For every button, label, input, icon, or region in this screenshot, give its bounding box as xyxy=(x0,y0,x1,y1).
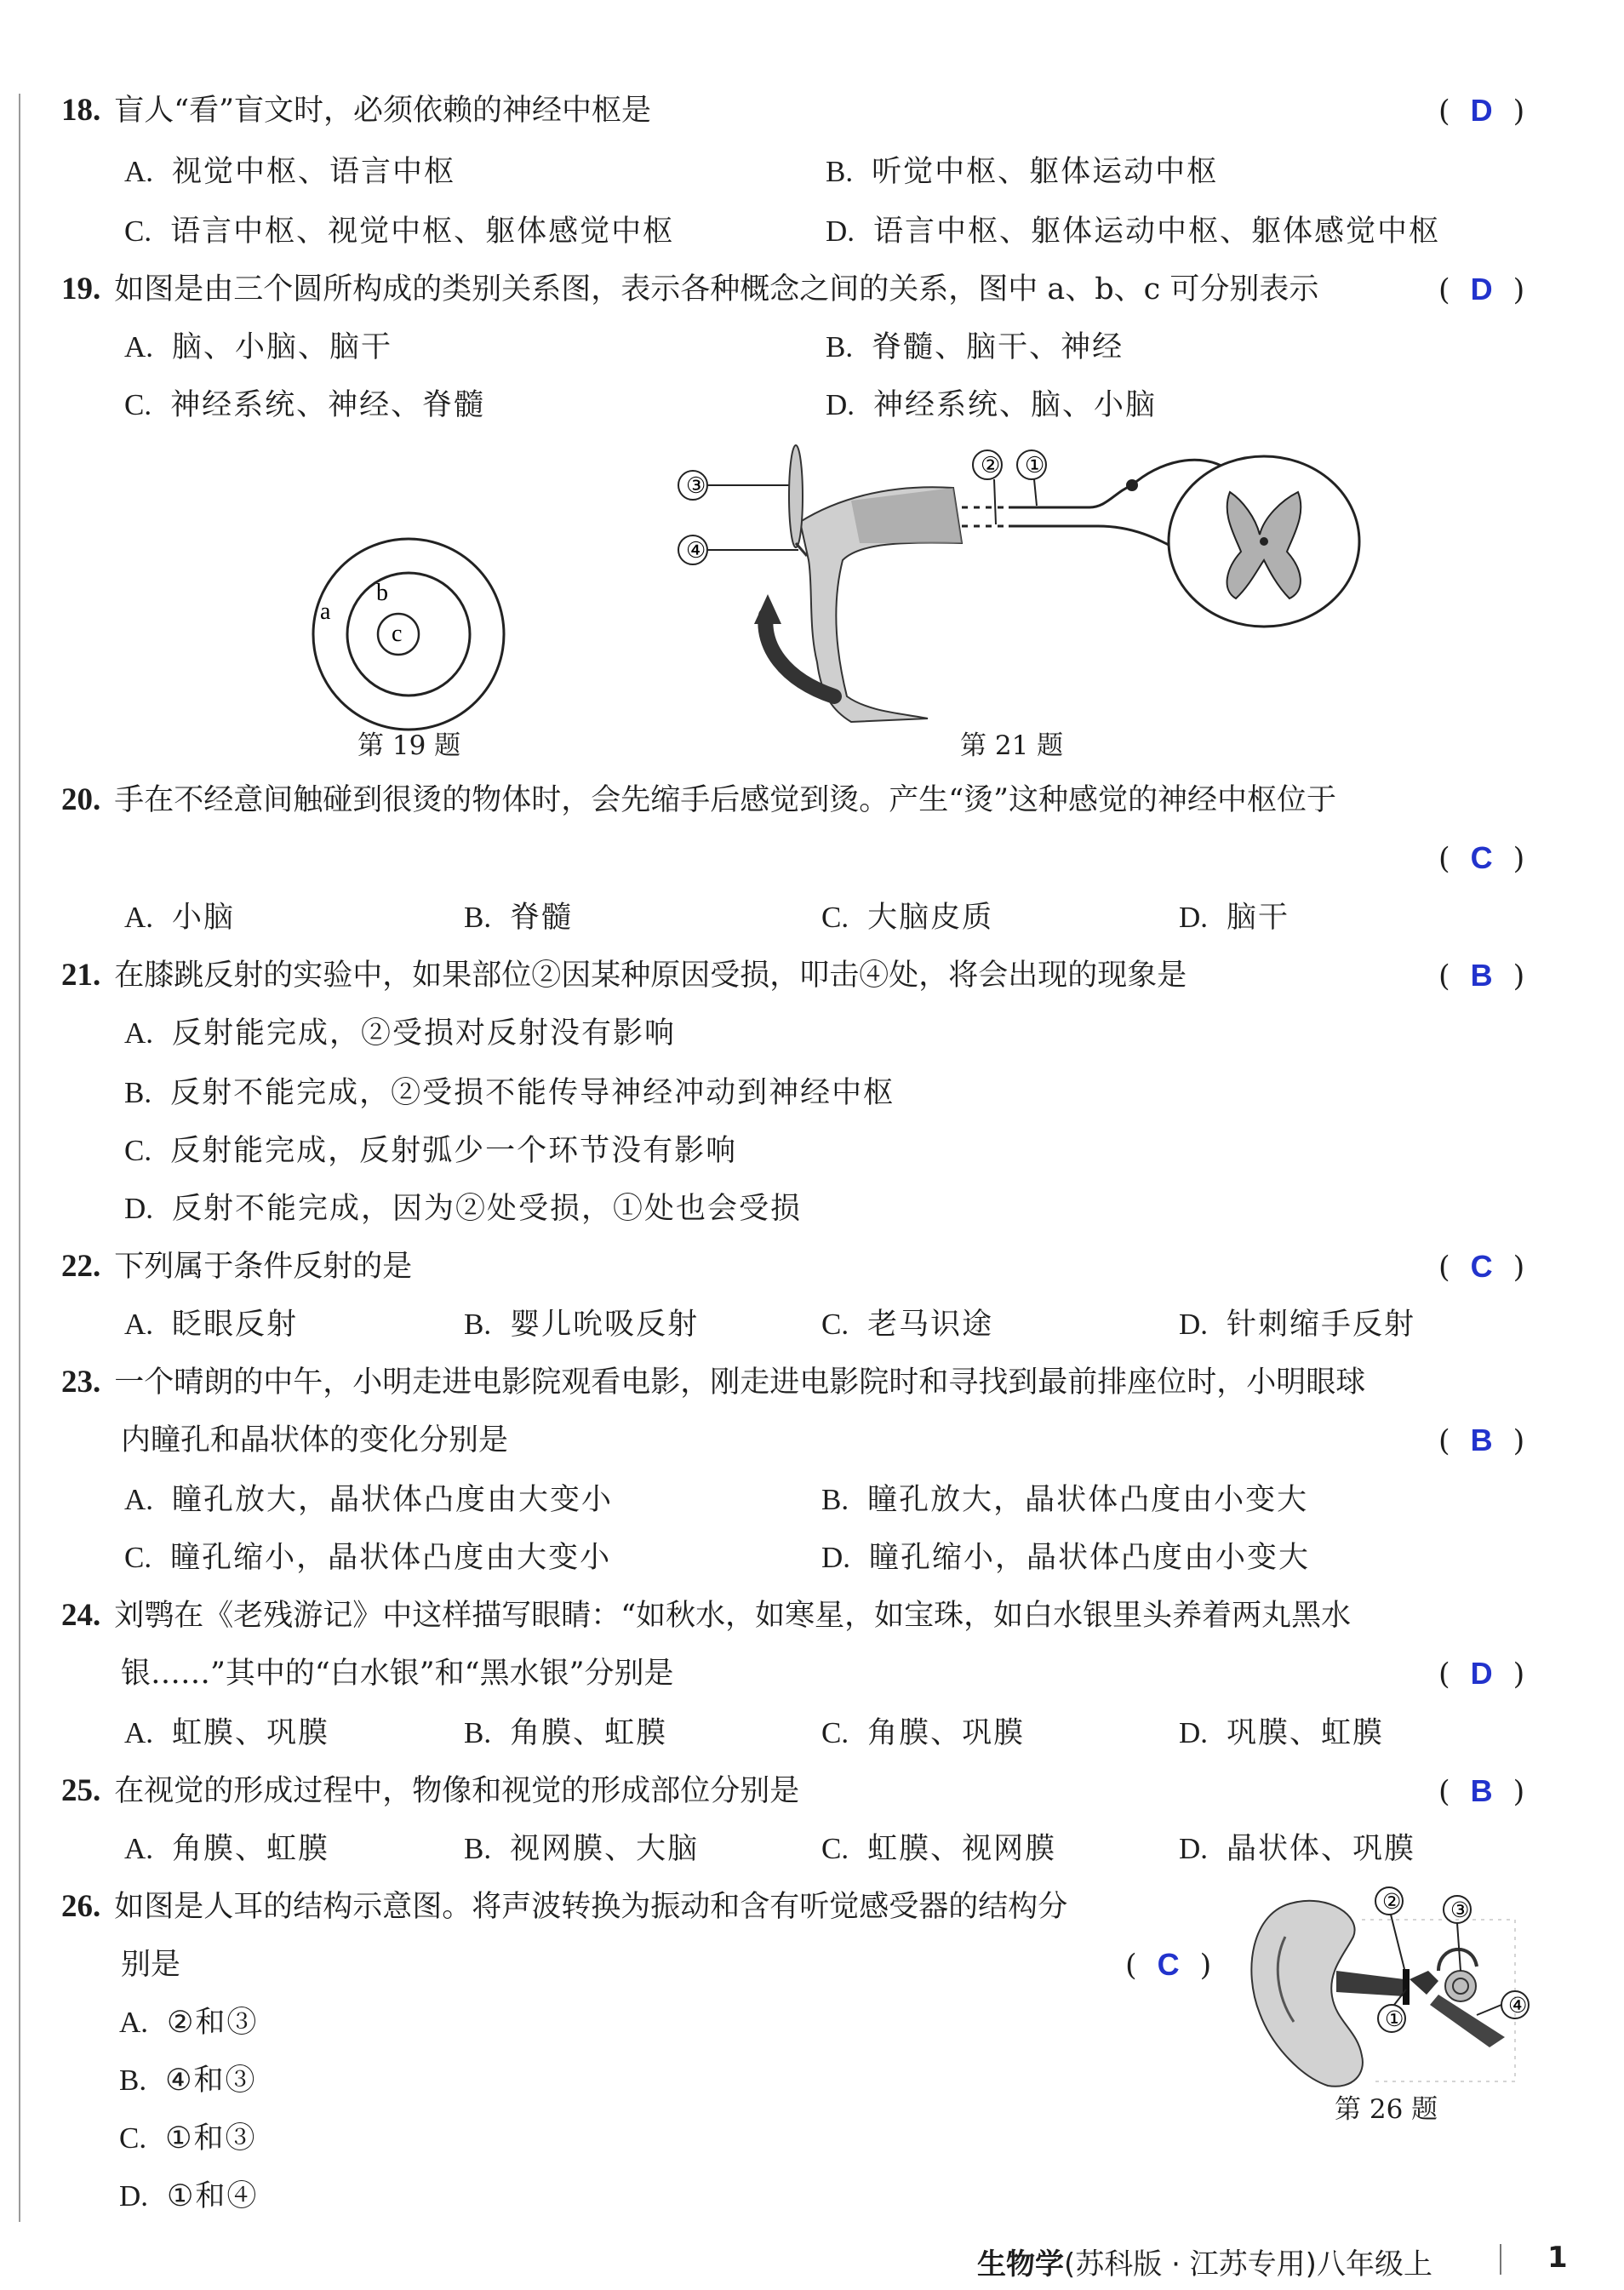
q26-option-c: C. ①和③ xyxy=(119,2121,257,2155)
fig21-label-3: ③ xyxy=(686,473,706,498)
q23-stem-line2: 内瞳孔和晶状体的变化分别是 xyxy=(121,1423,509,1457)
page-number: 1 xyxy=(1547,2241,1568,2275)
q23-answer-bracket: ( B ) xyxy=(1438,1423,1525,1458)
fig26-label-2: ② xyxy=(1382,1891,1402,1914)
q23-option-c: C. 瞳孔缩小，晶状体凸度由大变小 xyxy=(124,1541,612,1575)
q19-option-b: B. 脊髓、脑干、神经 xyxy=(826,330,1124,364)
question-24: 24. 刘鹗在《老残游记》中这样描写眼睛：“如秋水，如寒星，如宝珠，如白水银里头养着两丸黑水 xyxy=(61,1598,1352,1633)
q19-stem: 如图是由三个圆所构成的类别关系图，表示各种概念之间的关系，图中 a、b、c 可分别表示 xyxy=(114,272,1319,306)
q20-option-a: A. 小脑 xyxy=(124,901,236,935)
question-21: 21. 在膝跳反射的实验中，如果部位②因某种原因受损，叩击④处，将会出现的现象是 xyxy=(61,958,1187,993)
q23-option-a: A. 瞳孔放大，晶状体凸度由大变小 xyxy=(124,1483,614,1517)
ear-illustration xyxy=(1251,1901,1515,2087)
q22-option-b: B. 婴儿吮吸反射 xyxy=(464,1308,700,1342)
q24-option-a: A. 虹膜、巩膜 xyxy=(124,1716,330,1750)
fig26-label-4: ④ xyxy=(1508,1995,1528,2018)
label-a: a xyxy=(320,598,331,625)
cochlea xyxy=(1445,1971,1476,2001)
figure-19-concentric-circles xyxy=(306,532,511,736)
q18-answer: D xyxy=(1470,93,1493,128)
q20-answer-bracket: ( C ) xyxy=(1438,840,1525,876)
q25-answer-bracket: ( B ) xyxy=(1438,1773,1525,1809)
q21-answer-bracket: ( B ) xyxy=(1438,958,1525,993)
q22-stem: 下列属于条件反射的是 xyxy=(114,1250,413,1284)
fig26-label-3: ③ xyxy=(1450,1899,1470,1922)
q26-option-b: B. ④和③ xyxy=(119,2064,257,2098)
figure-21-caption: 第 21 题 xyxy=(960,730,1064,761)
q19-answer-bracket: ( D ) xyxy=(1438,272,1525,307)
q21-answer: B xyxy=(1470,958,1493,993)
question-25: 25. 在视觉的形成过程中，物像和视觉的形成部位分别是 xyxy=(61,1773,800,1808)
q21-option-d: D. 反射不能完成，因为②处受损，①处也会受损 xyxy=(124,1192,803,1226)
eustachian-tube xyxy=(1430,1995,1505,2047)
q19-option-a: A. 脑、小脑、脑干 xyxy=(124,330,393,364)
q24-stem-line2: 银……”其中的“白水银”和“黑水银”分别是 xyxy=(121,1657,674,1691)
fig21-label-1: ① xyxy=(1025,453,1045,478)
q23-answer: B xyxy=(1470,1423,1493,1457)
q25-option-c: C. 虹膜、视网膜 xyxy=(821,1832,1057,1866)
q22-option-a: A. 眨眼反射 xyxy=(124,1308,299,1342)
q26-stem-line1: 如图是人耳的结构示意图。将声波转换为振动和含有听觉感受器的结构分 xyxy=(114,1890,1068,1924)
q26-option-d: D. ①和④ xyxy=(119,2179,259,2213)
q22-option-d: D. 针刺缩手反射 xyxy=(1179,1308,1416,1342)
outer-ear xyxy=(1251,1901,1363,2087)
ear-canal xyxy=(1336,1971,1404,1996)
q22-option-c: C. 老马识途 xyxy=(821,1308,994,1342)
spinal-cord-section xyxy=(1169,456,1359,627)
q26-answer: C xyxy=(1157,1947,1180,1982)
q18-option-c: C. 语言中枢、视觉中枢、躯体感觉中枢 xyxy=(124,215,675,249)
footer-divider xyxy=(1500,2244,1501,2275)
q22-answer-bracket: ( C ) xyxy=(1438,1249,1525,1285)
figure-26-ear-diagram xyxy=(1234,1886,1549,2098)
question-26: 26. 如图是人耳的结构示意图。将声波转换为振动和含有听觉感受器的结构分 xyxy=(61,1889,1068,1924)
q25-answer: B xyxy=(1470,1773,1493,1808)
question-22: 22. 下列属于条件反射的是 xyxy=(61,1249,413,1284)
q18-option-b: B. 听觉中枢、躯体运动中枢 xyxy=(826,155,1219,189)
q20-option-c: C. 大脑皮质 xyxy=(821,901,994,935)
q20-answer: C xyxy=(1470,840,1493,875)
label-b: b xyxy=(376,580,388,606)
question-23: 23. 一个晴朗的中午，小明走进电影院观看电影，刚走进电影院时和寻找到最前排座位时，小明眼球 xyxy=(61,1365,1366,1400)
q19-answer: D xyxy=(1470,272,1493,306)
footer-book-title: 生物学(苏科版 · 江苏专用)八年级上 xyxy=(977,2247,1432,2281)
question-19: 19. 如图是由三个圆所构成的类别关系图，表示各种概念之间的关系，图中 a、b、c 可分别表示 xyxy=(61,272,1319,306)
fig26-label-1: ① xyxy=(1385,2008,1404,2031)
q24-option-d: D. 巩膜、虹膜 xyxy=(1179,1716,1385,1750)
fig21-label-4: ④ xyxy=(686,538,706,563)
ossicles xyxy=(1410,1971,1438,1995)
q21-option-b: B. 反射不能完成，②受损不能传导神经冲动到神经中枢 xyxy=(124,1076,895,1110)
q23-stem-line1: 一个晴朗的中午，小明走进电影院观看电影，刚走进电影院时和寻找到最前排座位时，小明眼球 xyxy=(114,1365,1366,1400)
q21-stem: 在膝跳反射的实验中，如果部位②因某种原因受损，叩击④处，将会出现的现象是 xyxy=(114,959,1187,993)
margin-rule xyxy=(19,94,20,2222)
q24-answer-bracket: ( D ) xyxy=(1438,1656,1525,1692)
q23-option-d: D. 瞳孔缩小，晶状体凸度由小变大 xyxy=(821,1541,1311,1575)
question-18: 18. 盲人“看”盲文时，必须依赖的神经中枢是 xyxy=(61,93,652,128)
q18-answer-bracket: ( D ) xyxy=(1438,93,1525,129)
q19-option-c: C. 神经系统、神经、脊髓 xyxy=(124,388,486,422)
q20-option-d: D. 脑干 xyxy=(1179,901,1290,935)
q24-answer: D xyxy=(1470,1656,1493,1691)
fig21-label-2: ② xyxy=(981,453,1001,478)
q26-answer-bracket: ( C ) xyxy=(1125,1947,1212,1983)
q24-option-c: C. 角膜、巩膜 xyxy=(821,1716,1026,1750)
q26-option-a: A. ②和③ xyxy=(119,2006,259,2040)
q21-option-c: C. 反射能完成，反射弧少一个环节没有影响 xyxy=(124,1134,738,1168)
figure-26-caption: 第 26 题 xyxy=(1335,2094,1438,2125)
q18-stem: 盲人“看”盲文时，必须依赖的神经中枢是 xyxy=(114,94,652,128)
circle-b xyxy=(347,573,470,696)
q25-stem: 在视觉的形成过程中，物像和视觉的形成部位分别是 xyxy=(114,1774,800,1808)
q25-option-d: D. 晶状体、巩膜 xyxy=(1179,1832,1416,1866)
q22-answer: C xyxy=(1470,1249,1493,1284)
q19-option-d: D. 神经系统、脑、小脑 xyxy=(826,388,1158,422)
q23-option-b: B. 瞳孔放大，晶状体凸度由小变大 xyxy=(821,1483,1309,1517)
label-c: c xyxy=(392,621,403,647)
figure-21-knee-reflex xyxy=(672,441,1362,730)
q18-option-d: D. 语言中枢、躯体运动中枢、躯体感觉中枢 xyxy=(826,215,1441,249)
eardrum xyxy=(1403,1969,1410,2005)
q25-option-b: B. 视网膜、大脑 xyxy=(464,1832,700,1866)
q20-option-b: B. 脊髓 xyxy=(464,901,574,935)
q25-option-a: A. 角膜、虹膜 xyxy=(124,1832,330,1866)
q24-option-b: B. 角膜、虹膜 xyxy=(464,1716,668,1750)
q18-option-a: A. 视觉中枢、语言中枢 xyxy=(124,155,456,189)
q24-stem-line1: 刘鹗在《老残游记》中这样描写眼睛：“如秋水，如寒星，如宝珠，如白水银里头养着两丸黑水 xyxy=(114,1599,1352,1633)
figure-19-caption: 第 19 题 xyxy=(357,730,461,761)
q26-stem-line2: 别是 xyxy=(121,1948,181,1982)
circle-a xyxy=(313,539,504,730)
q21-option-a: A. 反射能完成，②受损对反射没有影响 xyxy=(124,1016,677,1051)
q20-stem: 手在不经意间触碰到很烫的物体时，会先缩手后感觉到烫。产生“烫”这种感觉的神经中枢位于 xyxy=(114,783,1337,817)
question-20: 20. 手在不经意间触碰到很烫的物体时，会先缩手后感觉到烫。产生“烫”这种感觉的神经中枢位于 xyxy=(61,782,1337,817)
hammer-icon xyxy=(789,445,803,547)
